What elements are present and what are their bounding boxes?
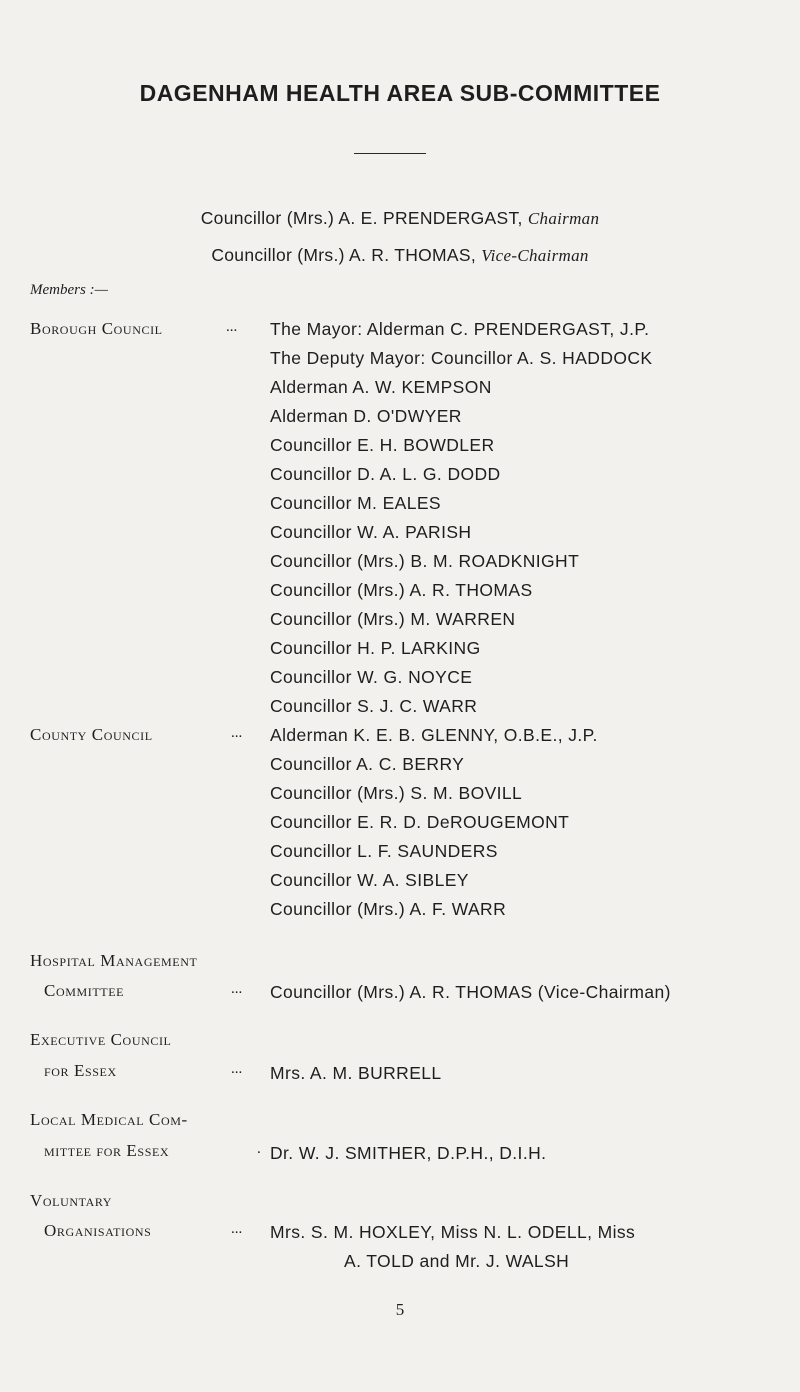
executive-dots: ... xyxy=(231,1061,243,1077)
vice-chairman-name: Councillor (Mrs.) A. R. THOMAS, xyxy=(211,245,477,265)
member-entry: Councillor D. A. L. G. DODD xyxy=(270,464,501,484)
member-entry: Councillor W. A. PARISH xyxy=(270,522,472,542)
hospital-label-line-1: Hospital Management xyxy=(30,951,198,970)
member-entry: Councillor A. C. BERRY xyxy=(270,754,465,774)
hospital-dots: ... xyxy=(231,981,243,997)
voluntary-dots: ... xyxy=(231,1221,243,1237)
executive-label-line-2: for Essex xyxy=(44,1061,117,1080)
members-label: Members :— xyxy=(30,282,108,298)
hospital-member: Councillor (Mrs.) A. R. THOMAS (Vice-Chairman) xyxy=(270,982,671,1002)
chairman-line xyxy=(0,208,800,229)
member-entry: Councillor M. EALES xyxy=(270,493,441,513)
chairman-name: Councillor (Mrs.) A. E. PRENDERGAST, xyxy=(200,208,523,228)
member-entry: Councillor L. F. SAUNDERS xyxy=(270,841,498,861)
borough-council-label: Borough Council xyxy=(30,319,163,338)
member-entry: Councillor (Mrs.) B. M. ROADKNIGHT xyxy=(270,551,580,571)
voluntary-member-line-1: Mrs. S. M. HOXLEY, Miss N. L. ODELL, Miss xyxy=(270,1222,636,1242)
page-title: DAGENHAM HEALTH AREA SUB-COMMITTEE xyxy=(139,80,661,106)
hospital-label-line-2: Committee xyxy=(44,981,125,1000)
vice-chairman-line xyxy=(0,245,800,266)
member-entry: Councillor W. G. NOYCE xyxy=(270,667,473,687)
member-entry: Councillor E. R. D. DeROUGEMONT xyxy=(270,812,570,832)
member-entry: Alderman D. O'DWYER xyxy=(270,406,462,426)
vice-chairman-role: Vice-Chairman xyxy=(481,246,589,265)
county-council-dots: ... xyxy=(231,725,243,741)
member-entry: Councillor (Mrs.) S. M. BOVILL xyxy=(270,783,523,803)
member-entry: Councillor (Mrs.) A. F. WARR xyxy=(270,899,507,919)
member-entry: Councillor W. A. SIBLEY xyxy=(270,870,469,890)
member-entry: Councillor (Mrs.) A. R. THOMAS xyxy=(270,580,533,600)
member-entry: The Mayor: Alderman C. PRENDERGAST, J.P. xyxy=(270,319,650,339)
member-entry: Alderman A. W. KEMPSON xyxy=(270,377,492,397)
local-medical-member: Dr. W. J. SMITHER, D.P.H., D.I.H. xyxy=(270,1143,547,1163)
member-entry: Councillor S. J. C. WARR xyxy=(270,696,478,716)
member-entry: Alderman K. E. B. GLENNY, O.B.E., J.P. xyxy=(270,725,598,745)
executive-label-line-1: Executive Council xyxy=(30,1030,172,1049)
member-entry: Councillor E. H. BOWDLER xyxy=(270,435,495,455)
voluntary-member-line-2: A. TOLD and Mr. J. WALSH xyxy=(344,1251,570,1271)
chairman-role: Chairman xyxy=(527,209,600,228)
member-entry: Councillor (Mrs.) M. WARREN xyxy=(270,609,516,629)
page-number: 5 xyxy=(395,1300,405,1319)
member-entry: The Deputy Mayor: Councillor A. S. HADDOCK xyxy=(270,348,653,368)
local-medical-dots: . xyxy=(257,1141,261,1157)
voluntary-label-line-1: Voluntary xyxy=(30,1191,113,1210)
local-medical-label-line-2: mittee for Essex xyxy=(44,1141,170,1160)
executive-member: Mrs. A. M. BURRELL xyxy=(270,1063,442,1083)
borough-council-dots: ... xyxy=(226,319,238,335)
title-divider xyxy=(354,153,426,154)
county-council-label: County Council xyxy=(30,725,153,744)
local-medical-label-line-1: Local Medical Com- xyxy=(30,1110,188,1129)
voluntary-label-line-2: Organisations xyxy=(44,1221,152,1240)
member-entry: Councillor H. P. LARKING xyxy=(270,638,481,658)
